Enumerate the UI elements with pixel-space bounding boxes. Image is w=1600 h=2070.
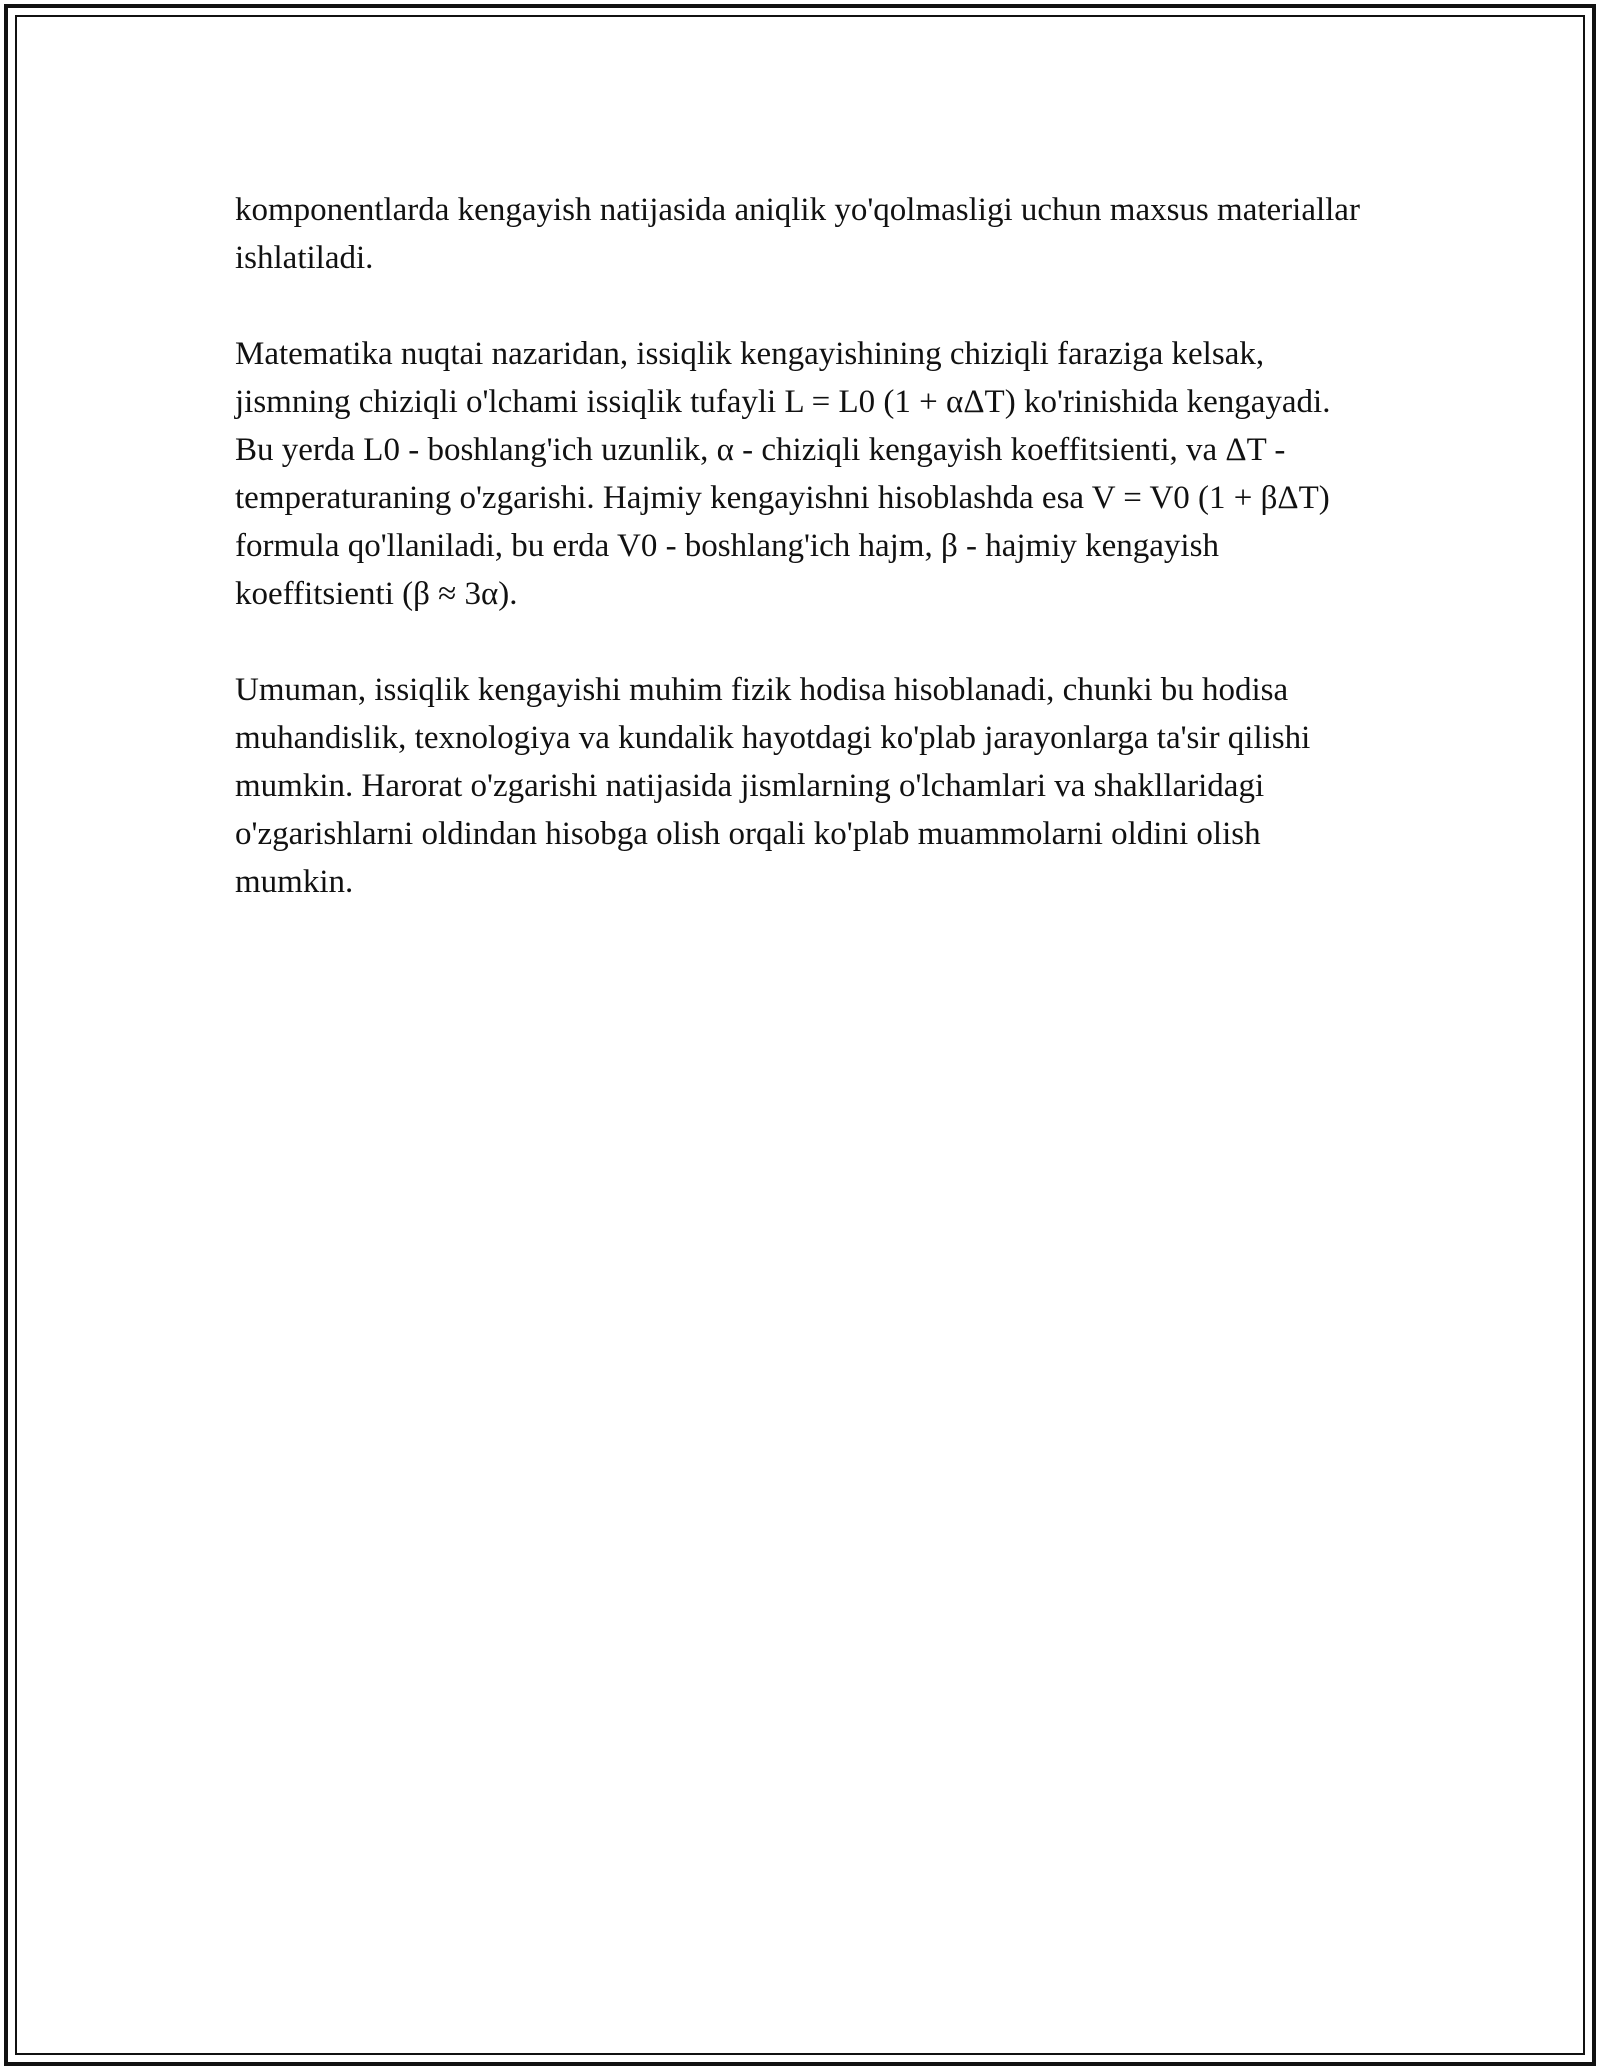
paragraph-3: Umuman, issiqlik kengayishi muhim fizik hodisa hisoblanadi, chunki bu hodisa muhandislik, texnologiya va kundalik hayotdagi ko'plab jarayonlarga ta'sir qilishi mumkin. Harorat o'zgarishi natijasida jismlarning o'lchamlari va shakllaridagi o'zgarishlarni oldindan hisobga olish orqali ko'plab muammolarni oldini olish mumkin.: [235, 672, 1311, 900]
paragraph-2: Matematika nuqtai nazaridan, issiqlik kengayishining chiziqli faraziga kelsak, jismning chiziqli o'lchami issiqlik tufayli L = L0 (1 + αΔT) ko'rinishida kengayadi. Bu yerda L0 - boshlang'ich uzunlik, α - chiziqli kengayish koeffitsienti, va ΔT - temperaturaning o'zgarishi. Hajmiy kengayishni hisoblashda esa V = V0 (1 + βΔT) formula qo'llaniladi, bu erda V0 - boshlang'ich hajm, β - hajmiy kengayish koeffitsienti (β ≈ 3α).: [235, 336, 1331, 612]
paragraph-1: komponentlarda kengayish natijasida aniqlik yo'qolmasligi uchun maxsus materiallar ishlatiladi.: [235, 192, 1360, 276]
document-body: [235, 186, 1365, 906]
